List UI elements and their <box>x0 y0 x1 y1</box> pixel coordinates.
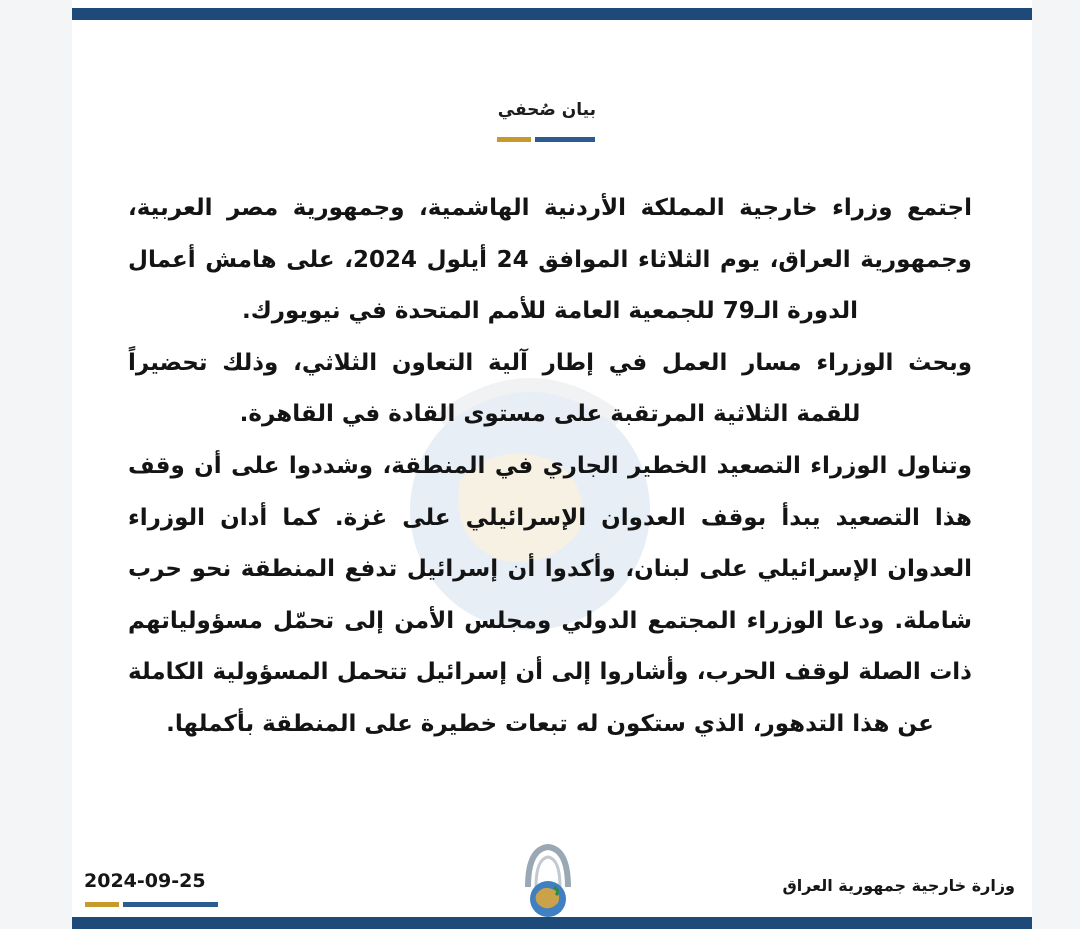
ministry-emblem-icon <box>516 843 580 921</box>
date-rule-gold <box>85 902 119 907</box>
statement-paragraph: اجتمع وزراء خارجية المملكة الأردنية الهاشمية، وجمهورية مصر العربية، وجمهورية العراق، يوم الثلاثاء الموافق 24 أيلول 2024، على هامش أعمال الدورة الـ79 للجمعية العامة للأمم المتحدة في نيويورك. <box>128 195 972 325</box>
heading-rule-gold <box>497 137 531 142</box>
statement-body <box>128 183 972 751</box>
statement-date: 2024-09-25 <box>84 870 206 892</box>
heading-rule-blue <box>535 137 595 142</box>
statement-paragraph: وتناول الوزراء التصعيد الخطير الجاري في المنطقة، وشددوا على أن وقف هذا التصعيد يبدأ بوقف العدوان الإسرائيلي على غزة. كما أدان الوزراء العدوان الإسرائيلي على لبنان، وأكدوا أن إسرائيل تدفع المنطقة نحو حرب شاملة. ودعا الوزراء المجتمع الدولي ومجلس الأمن إلى تحمّل مسؤولياتهم ذات الصلة لوقف الحرب، وأشاروا إلى أن إسرائيل تتحمل المسؤولية الكاملة عن هذا التدهور، الذي ستكون له تبعات خطيرة على المنطقة بأكملها. <box>128 452 972 737</box>
ministry-name: وزارة خارجية جمهورية العراق <box>782 876 1015 895</box>
date-rule-blue <box>123 902 218 907</box>
statement-heading: بيان صُحفي <box>497 100 596 120</box>
top-frame-bar <box>72 8 1032 20</box>
bottom-frame-bar <box>72 917 1032 929</box>
statement-paragraph: وبحث الوزراء مسار العمل في إطار آلية التعاون الثلاثي، وذلك تحضيراً للقمة الثلاثية المرتقبة على مستوى القادة في القاهرة. <box>128 349 972 428</box>
